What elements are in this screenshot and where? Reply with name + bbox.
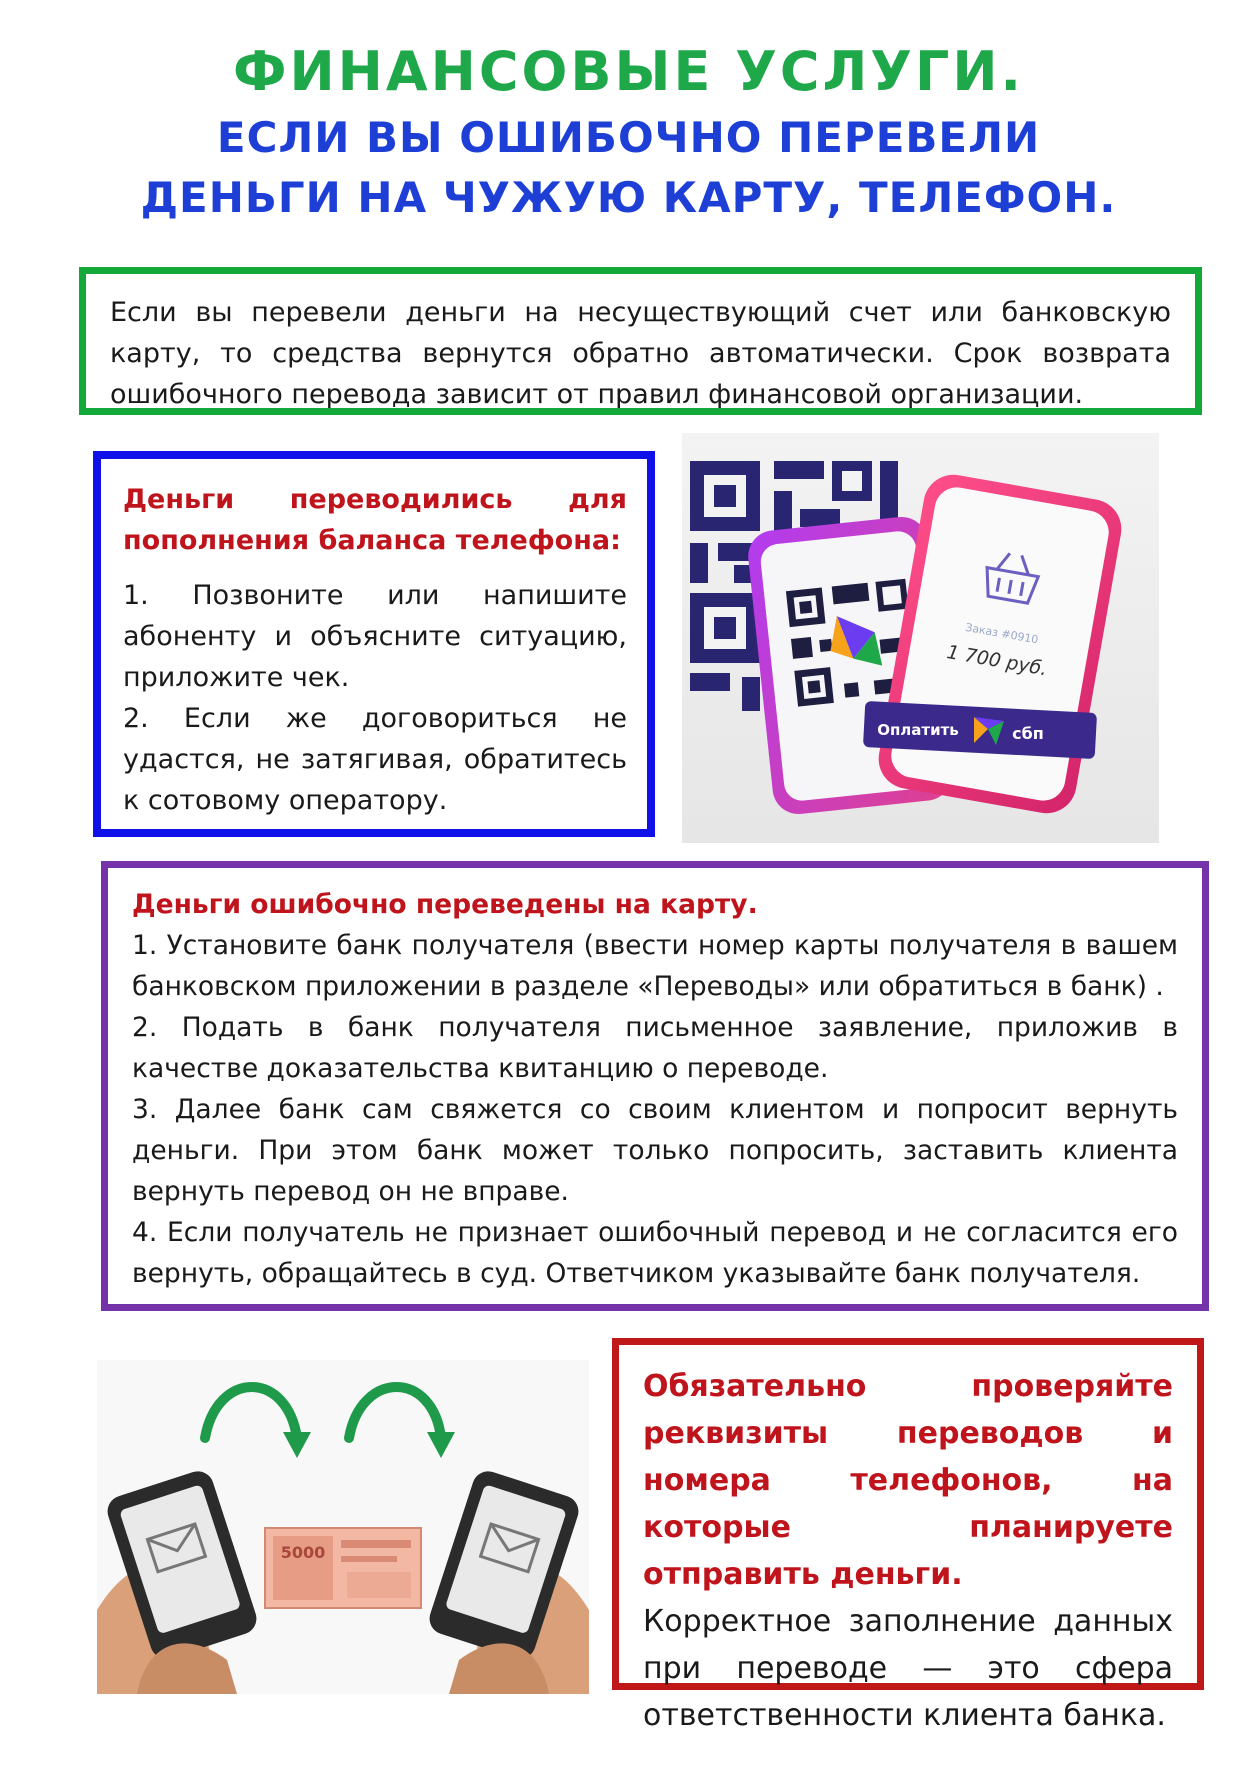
card-step-3: 3. Далее банк сам свяжется со своим клиентом и попросит вернуть деньги. При этом банк может только попросить, заставить клиента вернуть перевод он не вправе. — [132, 1094, 1178, 1207]
intro-box — [79, 267, 1202, 415]
intro-text: Если вы перевели деньги на несуществующий счет или банковскую карту, то средства вернутся обратно автоматически. Срок возврата ошибочного перевода зависит от правил финансовой организации. — [110, 297, 1171, 410]
qr-payment-illustration — [682, 433, 1159, 843]
order-amount: 1 700 руб. — [945, 641, 1049, 681]
warning-text: Корректное заполнение данных при переводе — это сфера ответственности клиента банка. — [643, 1604, 1173, 1733]
banknote-icon — [265, 1528, 421, 1608]
phone-step-1: 1. Позвоните или напишите абоненту и объясните ситуацию, приложите чек. — [123, 580, 627, 693]
warning-box — [612, 1338, 1204, 1733]
card-step-4: 4. Если получатель не признает ошибочный перевод и не согласится его вернуть, обращайтесь в суд. Ответчиком указывайте банк получателя. — [132, 1217, 1178, 1289]
order-label: Заказ #0910 — [964, 620, 1040, 647]
page-subtitle — [0, 108, 1257, 228]
card-step-2: 2. Подать в банк получателя письменное заявление, приложив в качестве доказательства квитанцию о переводе. — [132, 1012, 1178, 1084]
card-section-box — [101, 861, 1209, 1311]
page-title: ФИНАНСОВЫЕ УСЛУГИ. — [232, 40, 1025, 103]
card-section-heading: Деньги ошибочно переведены на карту. — [132, 889, 758, 920]
money-transfer-illustration — [97, 1360, 589, 1694]
phone-step-2: 2. Если же договориться не удастся, не затягивая, обратитесь к сотовому оператору. — [123, 703, 627, 816]
money-transfer-svg — [97, 1360, 589, 1694]
subtitle-line-2: ДЕНЬГИ НА ЧУЖУЮ КАРТУ, ТЕЛЕФОН. — [140, 173, 1117, 222]
qr-payment-svg — [682, 433, 1159, 843]
card-step-1: 1. Установите банк получателя (ввести номер карты получателя в вашем банковском приложении в разделе «Переводы» или обратиться в банк) . — [132, 930, 1178, 1002]
subtitle-line-1: ЕСЛИ ВЫ ОШИБОЧНО ПЕРЕВЕЛИ — [216, 113, 1041, 162]
pay-button-label: Оплатить — [877, 721, 959, 739]
phone-section-heading: Деньги переводились для пополнения баланса телефона: — [123, 484, 627, 556]
banknote-denomination: 5000 — [280, 1543, 326, 1562]
warning-emphasis: Обязательно проверяйте реквизиты переводов и номера телефонов, на которые планируете отправить деньги. — [643, 1369, 1173, 1592]
sbp-label: сбп — [1012, 724, 1044, 743]
phone-section-box — [93, 451, 655, 837]
